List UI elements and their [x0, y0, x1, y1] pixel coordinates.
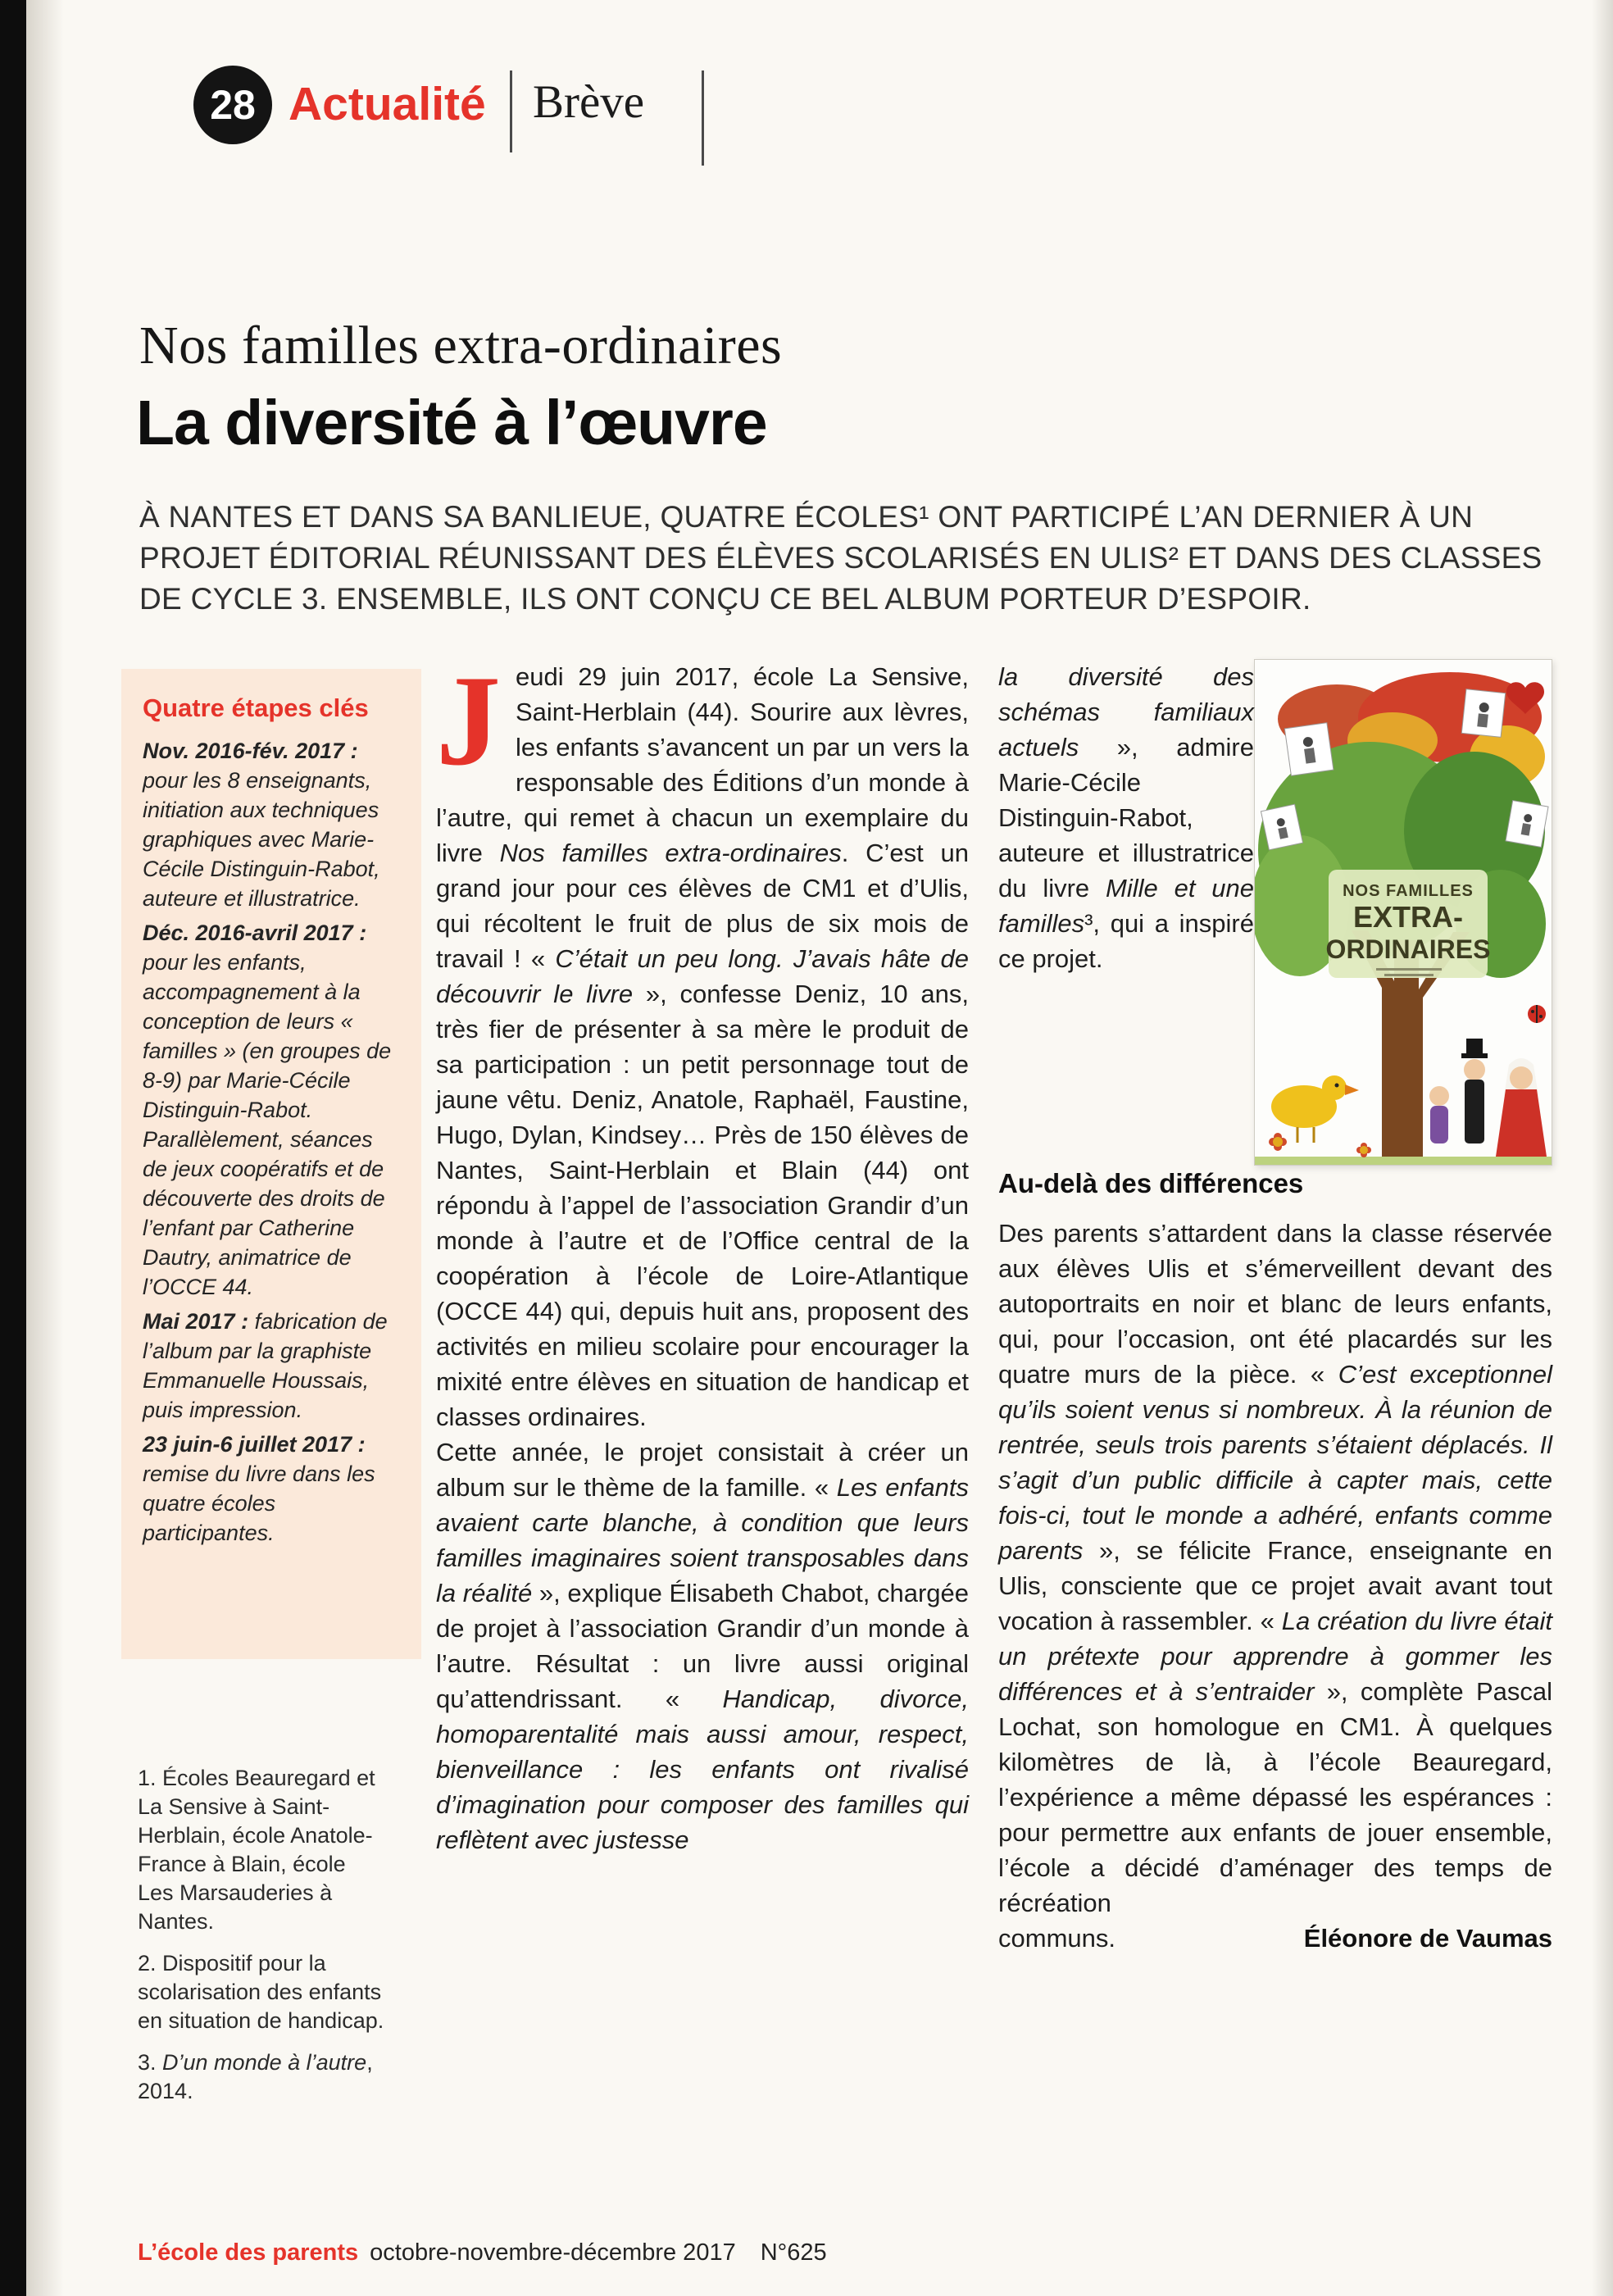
sidebar-step — [143, 1430, 400, 1548]
text-run-italic: Handicap, divorce, homoparentalité mais aussi amour, respect, bienveillance : les enfants ont rivalisé d’imagination pour composer des familles qui reflètent avec justesse — [436, 1684, 969, 1854]
scan-shadow-left — [26, 0, 64, 2296]
footnote-text: , 2014. — [138, 2050, 373, 2103]
footnote-3 — [138, 2048, 385, 2106]
book-cover-title-line: NOS FAMILLES — [1343, 882, 1474, 900]
text-run: ³, qui a inspiré ce projet. — [998, 909, 1254, 973]
drop-cap: J — [436, 649, 501, 793]
article-title: La diversité à l’œuvre — [136, 388, 767, 458]
rubric-label: Brève — [533, 76, 645, 128]
scan-shadow-right — [1592, 0, 1613, 2296]
text-run: eudi 29 juin 2017, école La Sensive, Saint-Herblain (44). Sourire aux lèvres, les enfants s’avancent un par un vers la responsable des Éditions d’un monde à l’autre, qui remet à chacun un exemplaire du livre — [436, 662, 969, 867]
headline-kicker: Nos familles extra-ordinaires — [139, 316, 783, 375]
header-divider — [702, 70, 704, 166]
article-column-right — [998, 659, 1552, 1956]
signature-row — [998, 1921, 1552, 1956]
sidebar-step — [143, 918, 400, 1302]
book-cover-title-line: ORDINAIRES — [1325, 934, 1491, 964]
sidebar-step — [143, 1307, 400, 1425]
header-divider — [510, 70, 512, 152]
text-run: Cette année, le projet consistait à créer un album sur le thème de la famille. « — [436, 1438, 969, 1502]
sidebar-title: Quatre étapes clés — [143, 693, 369, 722]
footer-issue-number: N°625 — [760, 2239, 827, 2266]
text-run-italic: Les enfants avaient carte blanche, à condition que leurs familles imaginaires soient transposables dans la réalité — [436, 1473, 969, 1607]
text-run-italic: C’était un peu long. J’avais hâte de découvrir le livre — [436, 944, 969, 1008]
sidebar-key-steps — [121, 669, 421, 1659]
text-run: . C’est un grand jour pour ces élèves de CM1 et d’Ulis, qui récoltent le fruit de plus de six mois de travail ! « — [436, 839, 969, 973]
step-date: Déc. 2016-avril 2017 : — [143, 921, 367, 945]
step-date: 23 juin-6 juillet 2017 : — [143, 1432, 366, 1457]
text-run: », explique Élisabeth Chabot, chargée de projet à l’association Grandir d’un monde à l’autre. Résultat : un livre aussi original qu’attendrissant. « — [436, 1579, 969, 1713]
text-run: », se félicite France, enseignante en Ulis, consciente que ce projet avait avant tout vocation à rassembler. « — [998, 1536, 1552, 1635]
text-run: Des parents s’attardent dans la classe réservée aux élèves Ulis et s’émerveillent devant des autoportraits en noir et blanc de leurs enfants, qui, pour l’occasion, ont été placardés sur les quatre murs de la pièce. « — [998, 1219, 1552, 1389]
author-signature: Éléonore de Vaumas — [1303, 1924, 1552, 1953]
standfirst: À NANTES ET DANS SA BANLIEUE, QUATRE ÉCOLES¹ ONT PARTICIPÉ L’AN DERNIER À UN PROJET ÉDITORIAL RÉUNISSANT DES ÉLÈVES SCOLARISÉS EN ULIS² ET DANS DES CLASSES DE CYCLE 3. ENSEMBLE, ILS ONT CONÇU CE BEL ALBUM PORTEUR D’ESPOIR. — [139, 500, 1543, 616]
section-label: Actualité — [289, 78, 486, 130]
text-run-italic: Nos familles extra-ordinaires — [499, 839, 842, 867]
step-date: Nov. 2016-fév. 2017 : — [143, 739, 358, 763]
footnote-book-title: D’un monde à l’autre — [162, 2050, 367, 2075]
book-cover-image — [1254, 659, 1552, 1166]
footnote-1: 1. Écoles Beauregard et La Sensive à Saint-Herblain, école Anatole-France à Blain, école Les Marsauderies à Nantes. — [138, 1766, 375, 1934]
page-footer — [138, 2239, 827, 2266]
footnote-text: 3. — [138, 2050, 163, 2075]
text-run-italic: Mille et une familles — [998, 874, 1255, 938]
paragraph — [436, 649, 969, 1434]
text-run-italic: C’est exceptionnel qu’ils soient venus si nombreux. À la réunion de rentrée, seuls trois parents s’étaient déplacés. Il s’agit d’un public difficile à capter mais, cette fois-ci, tout le monde a adhéré, enfants comme parents — [998, 1360, 1552, 1565]
scan-edge-left — [0, 0, 26, 2296]
article-column-main — [436, 649, 969, 1857]
book-cover-title-line: EXTRA- — [1353, 900, 1463, 934]
paragraph — [998, 1216, 1552, 1921]
step-text: remise du livre dans les quatre écoles participantes. — [143, 1462, 375, 1545]
step-text: pour les enfants, accompagnement à la conception de leurs « familles » (en groupes de 8-9) par Marie-Cécile Distinguin-Rabot. Parallèlement, séances de jeux coopératifs et de découverte des droits de l’enfant par Catherine Dautry, animatrice de l’OCCE 44. — [143, 950, 392, 1299]
text-run: », confesse Deniz, 10 ans, très fier de présenter à sa mère le produit de sa participation : un petit personnage tout de jaune vêtu. Deniz, Anatole, Raphaël, Faustine, Hugo, Dylan, Kindsey… Près de 150 élèves de Nantes, Saint-Herblain et Blain (44) ont répondu à l’appel de l’association Grandir d’un monde à l’autre et de l’Office central de la coopération à l’école de Loire-Atlantique (OCCE 44) qui, depuis huit ans, proposent des activités en milieu scolaire pour encourager la mixité entre élèves en situation de handicap et classes ordinaires. — [436, 980, 969, 1431]
page-number-badge — [193, 66, 272, 144]
footnote-2: 2. Dispositif pour la scolarisation des enfants en situation de handicap. — [138, 1951, 384, 2033]
subheading: Au-delà des différences — [998, 1168, 1304, 1198]
footer-issue-date: octobre-novembre-décembre 2017 — [370, 2239, 736, 2266]
paragraph-last-word: communs. — [998, 1924, 1115, 1953]
step-date: Mai 2017 : — [143, 1309, 249, 1334]
step-text: fabrication de l’album par la graphiste Emmanuelle Houssais, puis impression. — [143, 1309, 388, 1422]
sidebar-step — [143, 736, 400, 913]
paragraph — [436, 1434, 969, 1857]
footnotes — [138, 1764, 385, 2119]
text-run: », complète Pascal Lochat, son homologue en CM1. À quelques kilomètres de là, à l’école Beauregard, l’expérience a même dépassé les espérances : pour permettre aux enfants de jouer ensemble, l’école a décidé d’aménager des temps de récréation — [998, 1677, 1552, 1917]
footer-magazine-name: L’école des parents — [138, 2239, 359, 2266]
text-run: », admire Marie-Cécile Distinguin-Rabot, auteure et illustratrice du livre — [998, 733, 1254, 902]
step-text: pour les 8 enseignants, initiation aux techniques graphiques avec Marie-Cécile Distinguin-Rabot, auteure et illustratrice. — [143, 768, 380, 911]
text-run-italic: la diversité des schémas familiaux actuels — [998, 662, 1254, 762]
text-run-italic: La création du livre était un prétexte pour apprendre à gommer les différences et à s’entraider — [998, 1607, 1552, 1706]
page-number: 28 — [210, 82, 256, 128]
book-cover-illustration — [1255, 660, 1552, 1165]
